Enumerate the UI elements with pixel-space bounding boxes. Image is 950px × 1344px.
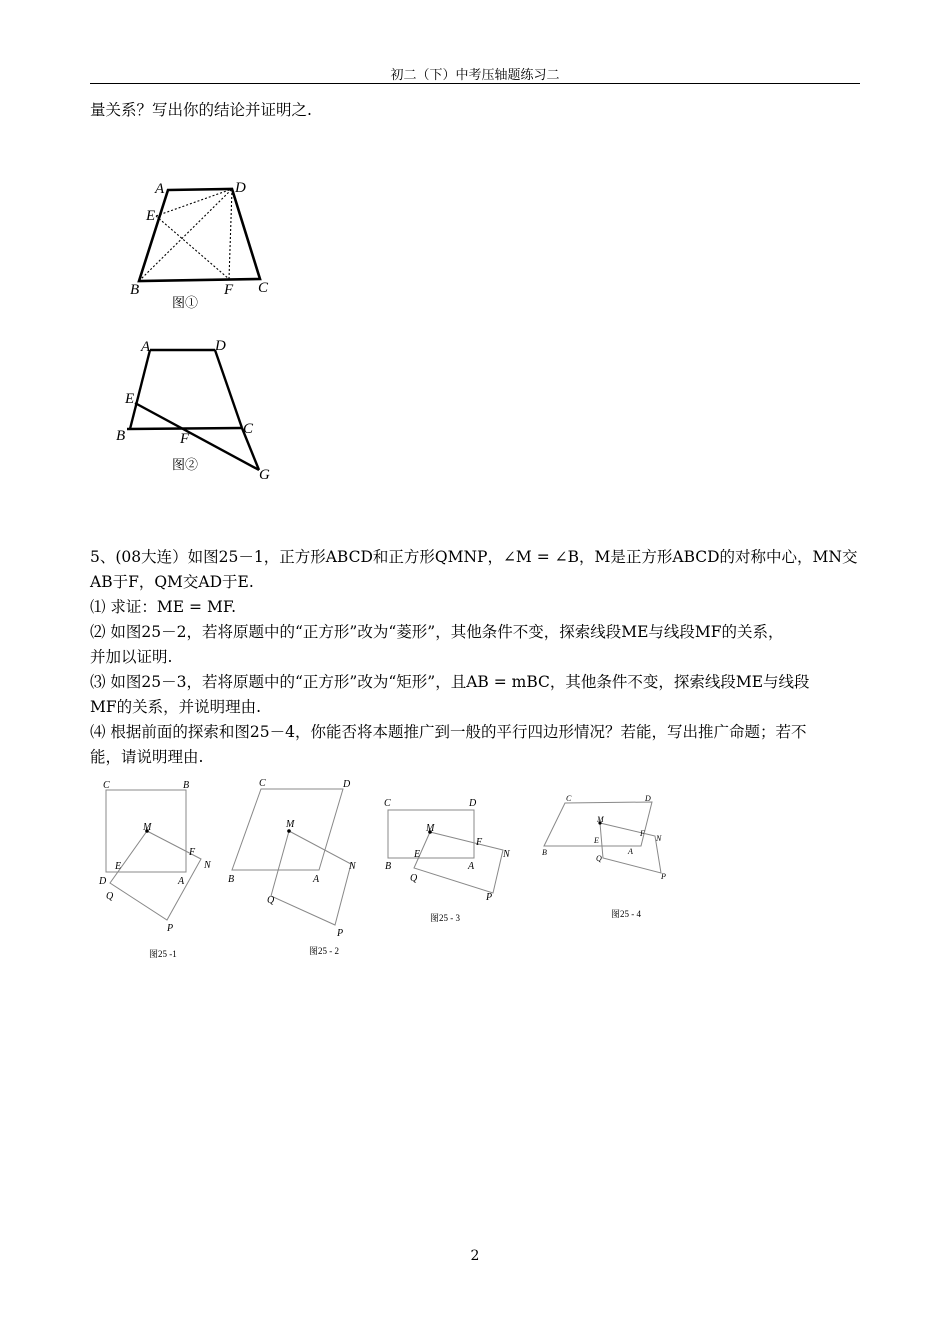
label-b: B <box>228 874 235 885</box>
text-line-9: 能，请说明理由. <box>90 748 204 766</box>
figure-25-1 <box>95 775 230 965</box>
page-header: 初二（下）中考压轴题练习二 <box>390 68 560 83</box>
text-line-3: ⑴ 求证：ME = MF. <box>90 598 237 616</box>
label-a: A <box>468 861 475 872</box>
label-c: C <box>103 780 110 791</box>
label-d: D <box>235 180 246 196</box>
label-q: Q <box>267 895 275 906</box>
label-p: P <box>486 892 493 903</box>
label-e: E <box>414 849 421 860</box>
label-c: C <box>259 778 266 789</box>
figure-caption: 图① <box>172 295 199 310</box>
label-a: A <box>178 876 185 887</box>
label-n: N <box>656 834 662 843</box>
label-n: N <box>503 849 510 860</box>
figure-caption: 图25 - 3 <box>430 913 460 923</box>
label-d: D <box>469 798 477 809</box>
label-b: B <box>116 428 126 444</box>
label-e: E <box>115 861 122 872</box>
text-line-8: ⑷ 根据前面的探索和图25－4，你能否将本题推广到一般的平行四边形情况？若能，写出推广命题；若不 <box>90 723 807 741</box>
label-f: F <box>640 829 645 838</box>
text-line-2: AB于F，QM交AD于E. <box>90 573 254 591</box>
label-m: M <box>286 819 295 830</box>
figure-caption: 图25 - 4 <box>611 909 641 919</box>
figure-25-3 <box>380 790 520 930</box>
label-q: Q <box>106 891 114 902</box>
label-a: A <box>155 181 165 197</box>
label-f: F <box>180 431 190 447</box>
label-e: E <box>125 391 135 407</box>
label-c: C <box>258 280 269 296</box>
figure-25-4 <box>535 786 675 926</box>
label-d: D <box>645 794 651 803</box>
figure-1-trapezoid <box>110 170 290 315</box>
label-n: N <box>349 861 356 872</box>
label-p: P <box>337 928 344 939</box>
label-a: A <box>141 339 151 355</box>
text-line-0: 量关系？写出你的结论并证明之. <box>90 101 312 119</box>
header-rule <box>90 83 860 84</box>
label-p: P <box>167 923 174 934</box>
label-e: E <box>594 836 599 845</box>
text-line-7: MF的关系，并说明理由. <box>90 698 262 716</box>
label-m: M <box>597 815 604 824</box>
label-c: C <box>384 798 391 809</box>
figure-2-trapezoid <box>110 333 290 488</box>
label-f: F <box>476 837 483 848</box>
label-p: P <box>661 872 666 881</box>
label-b: B <box>542 848 547 857</box>
label-n: N <box>204 860 211 871</box>
label-q: Q <box>596 854 602 863</box>
label-f: F <box>189 847 196 858</box>
label-b: B <box>385 861 392 872</box>
text-line-6: ⑶ 如图25－3，若将原题中的“正方形”改为“矩形”，且AB = mBC，其他条件不变，探索线段ME与线段 <box>90 673 810 691</box>
label-a: A <box>313 874 320 885</box>
label-b: B <box>183 780 190 791</box>
figure-caption: 图25 -1 <box>149 949 177 959</box>
label-d: D <box>99 876 107 887</box>
label-b: B <box>130 282 140 298</box>
label-e: E <box>146 208 156 224</box>
label-f: F <box>224 282 234 298</box>
figure-25-2 <box>225 772 365 962</box>
label-c: C <box>243 421 254 437</box>
label-a: A <box>628 847 633 856</box>
text-line-5: 并加以证明. <box>90 648 173 666</box>
text-line-1: 5、(08大连）如图25－1，正方形ABCD和正方形QMNP，∠M = ∠B，M是正方形ABCD的对称中心，MN交 <box>90 548 858 566</box>
text-line-4: ⑵ 如图25－2，若将原题中的“正方形”改为“菱形”，其他条件不变，探索线段ME与线段MF的关系， <box>90 623 784 641</box>
label-m: M <box>143 822 152 833</box>
label-d: D <box>343 779 351 790</box>
label-c: C <box>566 794 572 803</box>
page-number: 2 <box>470 1248 480 1264</box>
figure-caption: 图25 - 2 <box>309 946 339 956</box>
label-q: Q <box>410 873 418 884</box>
label-g: G <box>259 467 270 483</box>
label-m: M <box>426 823 435 834</box>
figure-caption: 图② <box>172 457 199 472</box>
label-d: D <box>215 338 226 354</box>
